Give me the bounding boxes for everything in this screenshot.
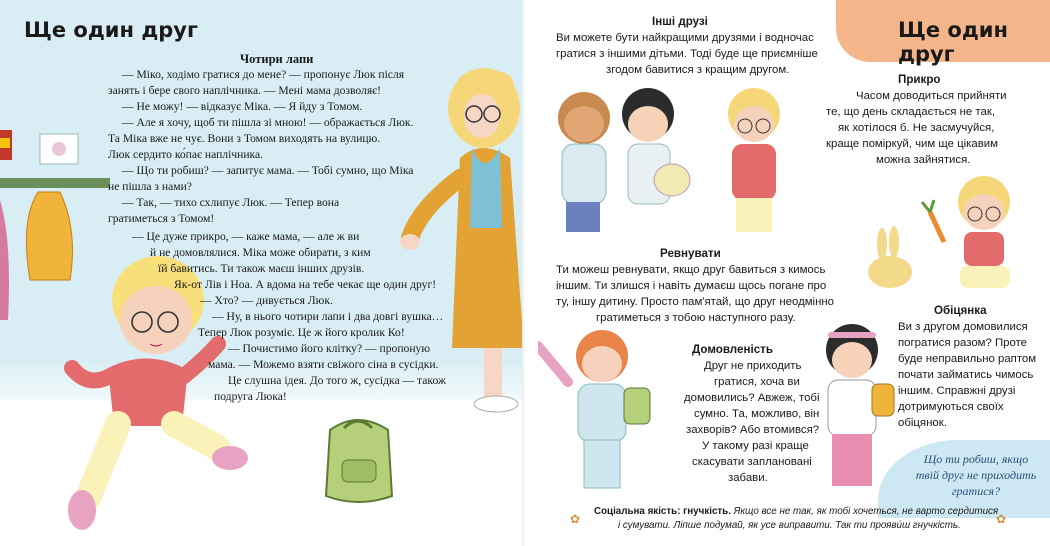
section-line: Ви з другом домовилися [898, 321, 1028, 333]
story-line: подруга Люка! [214, 390, 287, 403]
section-line: ту, іншу дитину. Просто пам'ятай, що друг неодмінно [556, 296, 834, 308]
page-header-title: Ще один друг [898, 18, 1009, 66]
footer-label: Соціальна якість: гнучкість. [594, 506, 731, 517]
story-line: — Ну, в нього чотири лапи і два довгі вушка… [212, 310, 444, 323]
section-line: буде неправильно раптом [898, 353, 1037, 365]
story-line: Як-от Лів і Ноа. А вдома на тебе чекає ще один друг! [174, 278, 437, 291]
paw-icon: ✿ [996, 512, 1007, 526]
girl-with-backpack-illustration [538, 326, 668, 496]
left-page [0, 0, 524, 546]
section-line: Ви можете бути найкращими друзями і водночас [556, 32, 814, 44]
girl-waiting-illustration [808, 322, 898, 498]
section-line: гратися з іншими дітьми. Тоді буде ще приємніше [556, 48, 818, 60]
story-line: занять і бере свого наплічника. — Мені мама дозволяє! [108, 84, 382, 97]
backpack-illustration [318, 410, 400, 510]
section-line: можна зайнятися. [876, 154, 971, 166]
question-line: Що ти робиш, якщо [923, 452, 1029, 466]
story-line: мама. — Можемо взяти свіжого сіна в сусідки. [208, 358, 439, 371]
section-line: скасувати заплановані [692, 456, 812, 468]
section-title-jealous: Ревнувати [660, 247, 721, 260]
story-line: й не домовлялися. Міка може обирати, з ким [150, 246, 371, 259]
story-title: Чотири лапи [240, 52, 314, 66]
footer-text: і сумувати. Ліпше подумай, як усе виправити. Так ти прояви́ш гнучкість. [618, 520, 961, 531]
story-line: — Так, — тихо схлипує Люк. — Тепер вона [122, 196, 340, 209]
footer-text: Якщо все не так, як тобі хочеться, не варто сердитися [733, 506, 999, 517]
story-line: — Але я хочу, щоб ти пішла зі мною! — ображається Люк. [122, 116, 414, 129]
story-line: Це слушна ідея. До того ж, сусідка — також [228, 374, 446, 387]
section-line: Часом доводиться прийняти [856, 90, 1007, 102]
story-line: — Міко, ходімо гратися до мене? — пропонує Люк після [122, 68, 405, 81]
section-line: гратися, хоча ви [714, 376, 800, 388]
section-line: У такому разі краще [702, 440, 809, 452]
story-line: їй бавитись. Ти також маєш інших друзів. [158, 262, 365, 275]
question-line: твій друг не приходить [915, 468, 1037, 482]
section-line: почати займатись чимось [898, 369, 1034, 381]
story-line: — Це дуже прикро, — каже мама, — але ж ви [132, 230, 360, 243]
section-line: як хотілося б. Не засмучуйся, [838, 122, 995, 134]
section-line: Ти можеш ревнувати, якщо друг бавиться з кимось [556, 264, 826, 276]
story-line: — Що ти робиш? — запитує мама. — Тобі сумно, що Міка [122, 164, 414, 177]
section-line: гратиметься з тобою наступного разу. [596, 312, 796, 324]
footer-line-1 [594, 506, 998, 517]
section-line: дотримуються своїх [898, 401, 1004, 413]
three-kids-illustration [544, 84, 824, 234]
section-line: обіцянок. [898, 417, 947, 429]
footer-line-2 [618, 520, 961, 531]
section-title-other-friends: Інші друзі [652, 15, 708, 28]
page-header-title: Ще один друг [24, 18, 198, 42]
right-page [526, 0, 1050, 546]
section-title-pity: Прикро [898, 73, 941, 86]
section-line: краще поміркуй, чим ще цікавим [826, 138, 998, 150]
story-line: Тепер Люк розуміє. Це ж його кролик Ко! [198, 326, 405, 339]
paw-icon: ✿ [570, 512, 581, 526]
section-line: Друг не приходить [704, 360, 802, 372]
story-line: Та Міка вже не чує. Вони з Томом виходять на вулицю. [108, 132, 381, 145]
story-line: — Хто? — дивується Люк. [200, 294, 333, 307]
section-title-agreement: Домовленість [692, 343, 773, 356]
section-line: захворів? Або втомився? [686, 424, 820, 436]
story-line: Люк сердито ко́пає наплічника. [108, 148, 264, 161]
section-line: іншим. Справжні друзі [898, 385, 1016, 397]
section-line: згодом бавитися з кращим другом. [606, 64, 790, 76]
boy-with-rabbit-illustration [860, 172, 1050, 302]
question-line: гратися? [951, 484, 1001, 498]
story-line: не пішла з нами? [108, 180, 192, 193]
story-line: гратиметься з Томом! [108, 212, 215, 225]
story-line: — Почистимо його клітку? — пропоную [228, 342, 430, 355]
section-line: те, що день складається не так, [826, 106, 995, 118]
section-title-promise: Обіцянка [934, 304, 987, 317]
section-line: сумно. Та, можливо, він [694, 408, 820, 420]
section-line: іншим. Ти злишся і навіть думаєш щось погане про [556, 280, 827, 292]
section-line: погратися разом? Проте [898, 337, 1028, 349]
section-line: домовились? Авжеж, тобі [684, 392, 820, 404]
story-line: — Не можу! — відказує Міка. — Я йду з Томом. [122, 100, 363, 113]
section-line: забави. [728, 472, 768, 484]
